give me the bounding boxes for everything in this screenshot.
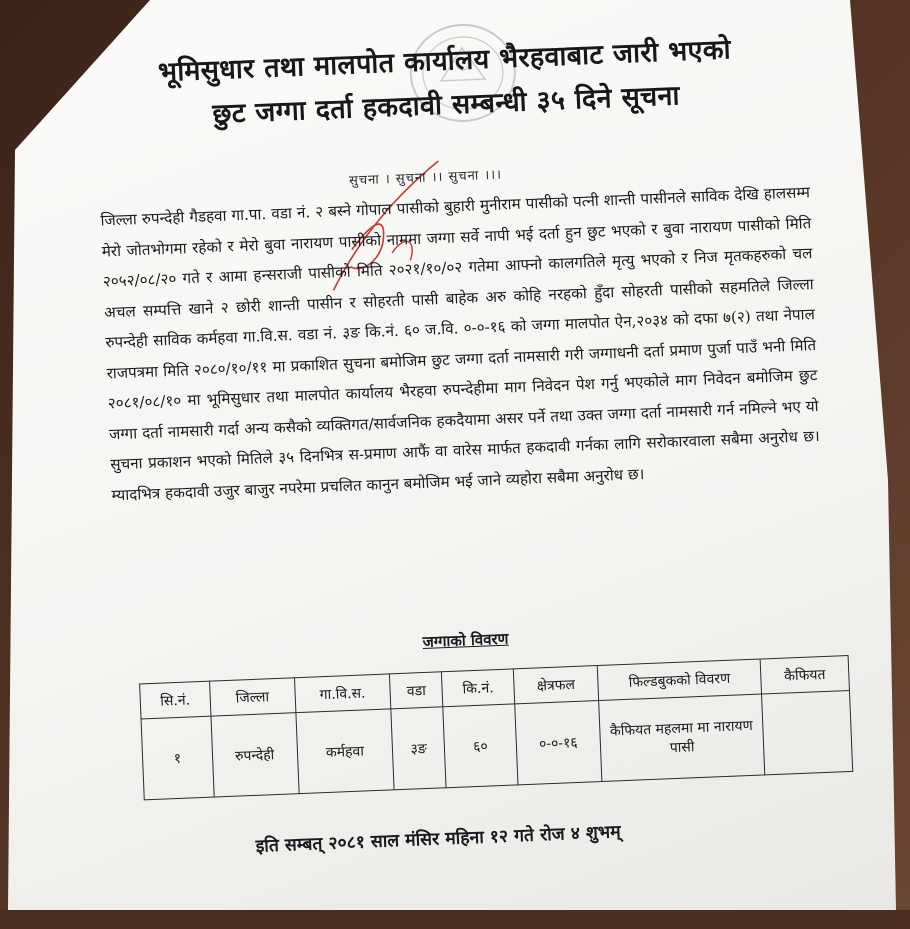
cell-ward: ३ङ — [391, 707, 446, 790]
notice-repeat-line: सुचना । सुचना ।। सुचना ।।। — [348, 167, 503, 189]
cell-vdc: कर्महवा — [295, 709, 394, 794]
col-header-plot-no: कि.नं. — [442, 669, 515, 707]
col-header-serial: सि.नं. — [140, 681, 211, 719]
cell-area: ०-०-१६ — [515, 701, 602, 785]
cell-fieldbook: कैफियत महलमा मा नारायण पासी — [599, 694, 765, 781]
col-header-district: जिल्ला — [209, 678, 295, 716]
notice-title-line-2: छुट जग्गा दर्ता हकदावी सम्बन्धी ३५ दिने सूचना — [211, 80, 681, 131]
col-header-remarks: कैफियत — [760, 655, 849, 694]
land-details-heading: जग्गाको विवरण — [422, 629, 509, 652]
cell-serial: १ — [141, 716, 214, 800]
signoff-date-line: इति सम्बत् २०८१ साल मंसिर महिना १२ गते रोज ४ शुभम् — [255, 822, 622, 857]
col-header-ward: वडा — [390, 672, 443, 709]
notice-body: जिल्ला रुपन्देही गैडहवा गा.पा. वडा नं. २ बस्ने गोपाल पासीको बुहारी मुनीराम पासीको पत्नी शान्ती पासीनले साविक देखि हालसम्म मेरो जोतभोगमा रहेको र मेरो बुवा नारायण पासीको नाममा जग्गा सर्वे नापी भई दर्ता हुन छुट भएको र बुवा नारायण पासीको मिति २०५२/०८/२० गते र आमा हन्सराजी पासीको मिति २०२१/१०/०२ गतेमा आफ्नो कालगतिले मृत्यु भएको र निज मृतकहरुको चल अचल सम्पत्ति खाने २ छोरी शान्ती पासीन र सोहरती पासी बाहेक अरु कोहि नरहको हुँदा सोहरती पासीको सहमतिले जिल्ला रुपन्देही साविक कर्महवा गा.वि.स. वडा नं. ३ङ कि.नं. ६० ज.वि. ०-०-१६ को जग्गा मालपोत ऐन,२०३४ को दफा ७(२) तथा नेपाल राजपत्रमा मिति २०८०/१०/११ मा प्रकाशित सुचना बमोजिम छुट जग्गा दर्ता नामसारी गरी जग्गाधनी दर्ता प्रमाण पुर्जा पाउँ भनी मिति २०८१/०८/१० मा भूमिसुधार तथा मालपोत कार्यालय भैरहवा रुपन्देहीमा माग निवेदन पेश गर्नु भएकोले माग निवेदन बमोजिम छुट जग्गा दर्ता नामसारी गर्दा अन्य कसैको व्यक्तिगत/सार्वजनिक हकदैयामा असर पर्ने तथा उक्त जग्गा दर्ता नामसारी गर्न नमिल्ने भए यो सुचना प्रकाशन भएको मितिले ३५ दिनभित्र स-प्रमाण आफैं वा वारेस मार्फत हकदावी गर्नका लागि सरोकारवाला सबैमा अनुरोध छ। म्यादभित्र हकदावी उजुर बाजुर नपरेमा प्रचलित कानुन बमोजिम भई जाने व्यहोरा सबैमा अनुरोध छ। — [100, 183, 821, 504]
col-header-fieldbook: फिल्डबुकको विवरण — [597, 659, 761, 701]
col-header-area: क्षेत्रफल — [513, 666, 598, 704]
cell-district: रुपन्देही — [211, 713, 299, 797]
cell-remarks — [762, 690, 853, 774]
col-header-vdc: गा.वि.स. — [294, 674, 391, 713]
land-details-table — [139, 655, 853, 800]
notice-title-line-1: भूमिसुधार तथा मालपोत कार्यालय भैरहवाबाट जारी भएको — [157, 34, 732, 89]
cell-plot-no: ६० — [443, 704, 518, 788]
